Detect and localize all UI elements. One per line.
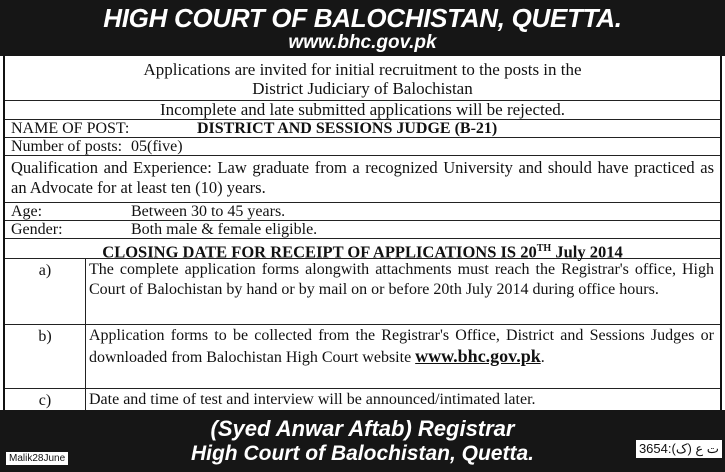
age-label: Age: [11,203,43,220]
item-text: Date and time of test and interview will be announced/intimated later. [89,391,536,408]
closing-text: CLOSING DATE FOR RECEIPT OF APPLICATIONS IS 20 [102,242,537,262]
warning: Incomplete and late submitted applications will be rejected. [5,101,720,120]
intro-line-2: District Judiciary of Balochistan [252,79,473,98]
number-label: Number of posts: [11,138,123,155]
item-c [5,389,720,410]
closing-date [5,239,720,262]
ad-body [3,56,722,410]
item-key: a) [38,262,52,279]
item-b-text: Application forms to be collected from the Registrar's Office, District and Sessions Judges or downloaded from Balochistan High Court website [89,327,714,366]
gender-row [5,221,720,239]
qualification-row: Qualification and Experience: Law graduate from a recognized University and should have practiced as an Advocate for at least ten (10) years. [5,156,720,203]
item-key: b) [38,328,52,345]
item-key: c) [38,392,52,409]
ad-tag-left: Malik28June [6,452,68,465]
post-value: DISTRICT AND SESSIONS JUDGE (B-21) [197,120,498,137]
gender-value: Both male & female eligible. [131,221,318,238]
item-text [89,326,714,368]
gender-label: Gender: [11,221,63,238]
header-banner [0,0,725,56]
age-value: Between 30 to 45 years. [131,203,286,220]
post-row [5,120,720,138]
footer-banner [0,410,725,472]
post-label: NAME OF POST: [11,120,130,137]
header-title: HIGH COURT OF BALOCHISTAN, QUETTA. [103,3,622,33]
header-website: www.bhc.gov.pk [288,32,437,53]
registrar-name: (Syed Anwar Aftab) Registrar [210,416,515,441]
closing-sup: TH [536,243,552,254]
age-row [5,203,720,221]
item-a [5,259,720,325]
intro [5,56,720,101]
intro-line-1: Applications are invited for initial recruitment to the posts in the [143,60,582,79]
number-row [5,138,720,156]
item-text: The complete application forms alongwith attachments must reach the Registrar's office, High Court of Balochistan by hand or by mail on or before 20th July 2014 during office hours. [89,261,714,298]
registrar-org: High Court of Balochistan, Quetta. [190,442,534,465]
closing-month: July 2014 [551,242,623,262]
website-link[interactable]: www.bhc.gov.pk [415,346,541,366]
number-value: 05(five) [131,138,183,155]
item-b-period: . [540,349,545,366]
item-b [5,325,720,389]
ad-tag-right: 3654:(ت ع (ک [636,440,722,458]
